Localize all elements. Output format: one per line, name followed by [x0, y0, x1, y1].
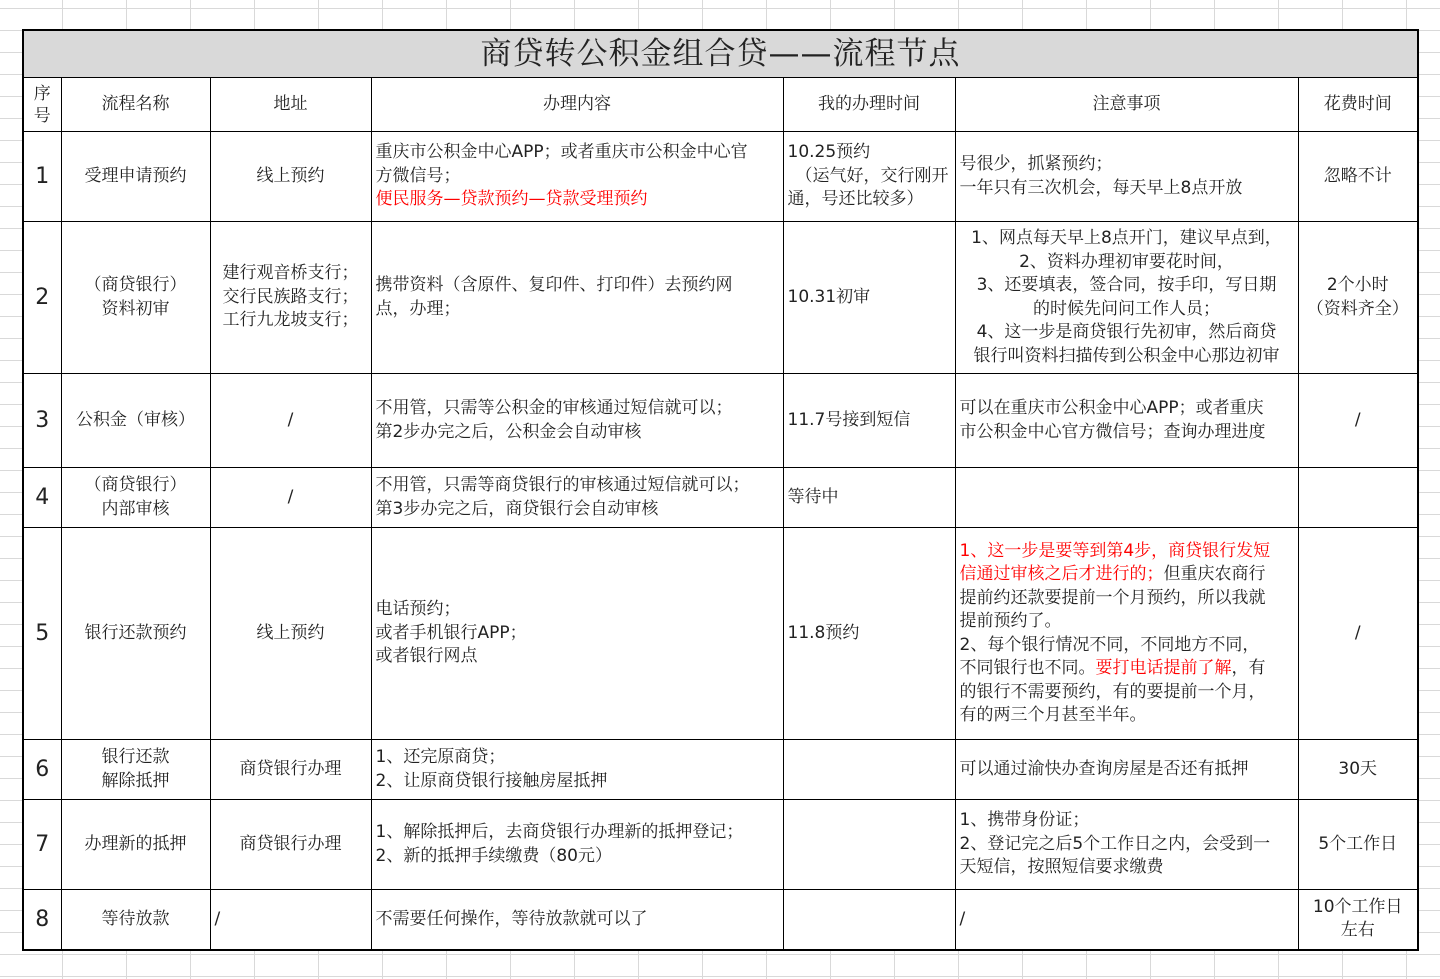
notes-segment: 要打电话提前了解	[1095, 658, 1232, 678]
content-line: 重庆市公积金中心APP；或者重庆市公积金中心官	[375, 142, 748, 163]
notes-segment: 但重庆农商行	[1163, 564, 1266, 584]
table-row	[23, 468, 1418, 528]
table-row	[23, 528, 1418, 740]
notes-segment: 可以在重庆市公积金中心APP；或者重庆	[959, 398, 1264, 418]
notes-segment: 一年只有三次机会，每天早上8点开放	[959, 177, 1243, 198]
content-line: 1、还完原商贷；	[375, 747, 506, 767]
address-cell[interactable]	[210, 528, 371, 740]
address-cell[interactable]	[210, 222, 371, 374]
header-seq-line: 序	[33, 83, 51, 104]
cost-cell[interactable]	[1298, 132, 1418, 222]
address-line: 建行观音桥支行；	[222, 263, 359, 284]
content-cell[interactable]	[371, 528, 783, 740]
content-line: 电话预约；	[375, 599, 461, 620]
notes-segment: 不同银行也不同。	[959, 658, 1096, 678]
header-cell-cost[interactable]: 花费时间	[1298, 78, 1418, 132]
process-name-line: 资料初审	[101, 298, 170, 319]
process-name-line: 银行还款预约	[84, 622, 187, 643]
notes-segment: 提前预约了。	[959, 611, 1062, 631]
content-cell[interactable]	[371, 740, 783, 800]
cost-cell[interactable]	[1298, 374, 1418, 468]
address-line: 交行民族路支行；	[222, 286, 359, 307]
table-row	[23, 132, 1418, 222]
content-line: 第3步办完之后，商贷银行会自动审核	[375, 498, 659, 519]
process-name-line: 银行还款	[101, 747, 170, 767]
cost-cell[interactable]	[1298, 528, 1418, 740]
process-name-line: 公积金（审核）	[76, 409, 195, 430]
content-line: 便民服务—贷款预约—贷款受理预约	[375, 189, 648, 210]
notes-segment: 有的两三个月甚至半年。	[959, 705, 1147, 725]
my-time-cell[interactable]	[783, 374, 955, 468]
process-name-cell[interactable]	[61, 528, 210, 740]
notes-line	[960, 610, 1294, 634]
header-cell-notes[interactable]: 注意事项	[955, 78, 1298, 132]
notes-cell[interactable]	[955, 132, 1298, 222]
address-cell[interactable]	[210, 374, 371, 468]
address-line: 工行九龙坡支行；	[222, 310, 359, 331]
address-line: /	[214, 908, 221, 929]
notes-line	[960, 153, 1294, 177]
process-name-line: 内部审核	[101, 498, 170, 519]
process-name-cell[interactable]	[61, 740, 210, 800]
header-cell-my-time[interactable]: 我的办理时间	[783, 78, 955, 132]
notes-segment: 的银行不需要预约，有的要提前一个月，	[959, 681, 1266, 702]
cost-line: /	[1354, 622, 1361, 643]
cost-line: 30天	[1338, 758, 1378, 779]
notes-line	[960, 908, 1294, 932]
table-row	[23, 374, 1418, 468]
content-line: 方微信号；	[375, 165, 461, 186]
notes-segment: 4、这一步是商贷银行先初审，然后商贷	[976, 322, 1277, 342]
cost-cell[interactable]	[1298, 222, 1418, 374]
content-cell[interactable]	[371, 890, 783, 950]
my-time-line: 10.25预约	[787, 142, 871, 163]
row-number-cell[interactable]: 8	[23, 890, 61, 950]
address-line: /	[287, 486, 294, 507]
notes-line	[960, 540, 1294, 564]
row-number-cell[interactable]: 5	[23, 528, 61, 740]
notes-line	[960, 634, 1294, 658]
content-line: 不用管，只需等公积金的审核通过短信就可以；	[375, 398, 733, 418]
notes-line	[960, 758, 1294, 782]
table-row	[23, 222, 1418, 374]
content-line: 携带资料（含原件、复印件、打印件）去预约网	[375, 275, 733, 295]
notes-segment: 1、携带身份证；	[959, 810, 1090, 831]
content-line: 1、解除抵押后，去商贷银行办理新的抵押登记；	[375, 822, 744, 842]
notes-cell[interactable]	[955, 468, 1298, 528]
notes-segment: 信通过审核之后才进行的；	[959, 564, 1164, 584]
process-name-cell[interactable]	[61, 800, 210, 890]
notes-segment: 可以通过渝快办查询房屋是否还有抵押	[959, 758, 1249, 779]
notes-line	[960, 563, 1294, 587]
notes-line	[960, 587, 1294, 611]
cost-line: 左右	[1340, 920, 1375, 941]
my-time-cell[interactable]	[783, 800, 955, 890]
my-time-line: 11.7号接到短信	[787, 409, 911, 430]
process-name-line: 受理申请预约	[84, 165, 187, 186]
content-cell[interactable]	[371, 468, 783, 528]
cost-line: 忽略不计	[1323, 165, 1392, 186]
cost-line: /	[1354, 409, 1361, 430]
notes-line	[960, 833, 1294, 857]
title-row	[23, 30, 1418, 78]
address-line: 商贷银行办理	[239, 758, 342, 779]
content-line: 不需要任何操作，等待放款就可以了	[375, 908, 648, 929]
content-line: 2、新的抵押手续缴费（80元）	[375, 845, 612, 866]
notes-line	[960, 321, 1294, 345]
process-name-line: （商贷银行）	[84, 475, 187, 495]
cost-cell[interactable]	[1298, 890, 1418, 950]
notes-cell[interactable]	[955, 528, 1298, 740]
notes-line	[960, 177, 1294, 201]
header-cell-address[interactable]: 地址	[210, 78, 371, 132]
notes-cell[interactable]	[955, 222, 1298, 374]
process-name-cell[interactable]	[61, 468, 210, 528]
my-time-cell[interactable]	[783, 468, 955, 528]
notes-segment: 1、这一步是要等到第4步，商贷银行发短	[959, 540, 1271, 561]
row-number-cell[interactable]: 2	[23, 222, 61, 374]
notes-line	[960, 704, 1294, 728]
cost-line: 5个工作日	[1318, 833, 1398, 854]
address-cell[interactable]	[210, 468, 371, 528]
notes-segment: ，有	[1231, 658, 1266, 678]
address-line: 线上预约	[256, 165, 325, 186]
header-seq-line: 号	[33, 105, 51, 126]
my-time-cell[interactable]	[783, 132, 955, 222]
notes-segment: 1、网点每天早上8点开门，建议早点到，	[971, 228, 1282, 248]
notes-line	[960, 809, 1294, 833]
address-cell[interactable]	[210, 132, 371, 222]
row-number-cell[interactable]: 1	[23, 132, 61, 222]
cost-cell[interactable]	[1298, 800, 1418, 890]
table-row	[23, 890, 1418, 950]
notes-cell[interactable]	[955, 374, 1298, 468]
notes-cell[interactable]	[955, 890, 1298, 950]
process-name-line: 办理新的抵押	[84, 833, 187, 854]
notes-segment: 市公积金中心官方微信号；查询办理进度	[959, 421, 1266, 442]
cost-line: （资料齐全）	[1306, 298, 1409, 319]
row-number-cell[interactable]: 7	[23, 800, 61, 890]
notes-line	[960, 856, 1294, 880]
my-time-line: （运气好，交行刚开	[795, 165, 949, 186]
address-line: 线上预约	[256, 622, 325, 643]
notes-segment: 银行叫资料扫描传到公积金中心那边初审	[973, 345, 1280, 366]
notes-segment: 2、登记完之后5个工作日之内，会受到一	[959, 833, 1271, 854]
cost-cell[interactable]	[1298, 740, 1418, 800]
notes-line	[960, 397, 1294, 421]
notes-cell[interactable]	[955, 740, 1298, 800]
header-cell-name[interactable]: 流程名称	[61, 78, 210, 132]
process-name-line: （商贷银行）	[84, 275, 187, 295]
notes-segment: 天短信，按照短信要求缴费	[959, 857, 1164, 878]
address-line: /	[287, 409, 294, 430]
notes-segment: 号很少，抓紧预约；	[959, 154, 1113, 174]
process-name-cell[interactable]	[61, 132, 210, 222]
notes-line	[960, 345, 1294, 369]
my-time-line: 11.8预约	[787, 622, 860, 643]
notes-line	[960, 227, 1294, 251]
notes-segment: /	[959, 908, 966, 929]
row-number-cell[interactable]: 3	[23, 374, 61, 468]
content-cell[interactable]	[371, 800, 783, 890]
notes-segment: 3、还要填表，签合同，按手印，写日期	[976, 275, 1277, 295]
process-name-cell[interactable]	[61, 222, 210, 374]
content-line: 第2步办完之后，公积金会自动审核	[375, 421, 642, 442]
notes-segment: 提前约还款要提前一个月预约，所以我就	[959, 587, 1266, 608]
content-line: 2、让原商贷银行接触房屋抵押	[375, 770, 608, 791]
process-table	[22, 29, 1419, 951]
header-row	[23, 78, 1418, 132]
content-cell[interactable]	[371, 132, 783, 222]
cost-line: 10个工作日	[1312, 896, 1403, 917]
header-cell-seq[interactable]	[23, 78, 61, 132]
row-number-cell[interactable]: 4	[23, 468, 61, 528]
table-row	[23, 740, 1418, 800]
cost-cell[interactable]	[1298, 468, 1418, 528]
row-number-cell[interactable]: 6	[23, 740, 61, 800]
notes-segment: 2、资料办理初审要花时间，	[1019, 251, 1234, 272]
content-line: 或者手机银行APP；	[375, 622, 527, 643]
notes-segment: 的时候先问问工作人员；	[1033, 298, 1220, 319]
sheet-title[interactable]: 商贷转公积金组合贷——流程节点	[23, 30, 1418, 78]
my-time-line: 通，号还比较多）	[787, 189, 924, 210]
address-cell[interactable]	[210, 740, 371, 800]
notes-line	[960, 421, 1294, 445]
my-time-line: 等待中	[787, 486, 839, 507]
content-line: 或者银行网点	[375, 646, 478, 667]
cost-line: 2个小时	[1326, 275, 1389, 295]
header-cell-content[interactable]: 办理内容	[371, 78, 783, 132]
process-name-line: 等待放款	[101, 908, 170, 929]
address-cell[interactable]	[210, 800, 371, 890]
process-name-cell[interactable]	[61, 374, 210, 468]
content-line: 不用管，只需等商贷银行的审核通过短信就可以；	[375, 475, 750, 495]
process-name-cell[interactable]	[61, 890, 210, 950]
notes-cell[interactable]	[955, 800, 1298, 890]
notes-segment: 2、每个银行情况不同，不同地方不同，	[959, 634, 1260, 655]
my-time-cell[interactable]	[783, 528, 955, 740]
my-time-cell[interactable]	[783, 222, 955, 374]
notes-line	[960, 657, 1294, 681]
content-line: 点，办理；	[375, 298, 461, 319]
table-row	[23, 800, 1418, 890]
my-time-line: 10.31初审	[787, 286, 871, 307]
address-line: 商贷银行办理	[239, 833, 342, 854]
my-time-cell[interactable]	[783, 740, 955, 800]
address-cell[interactable]	[210, 890, 371, 950]
process-name-line: 解除抵押	[101, 770, 170, 791]
content-cell[interactable]	[371, 222, 783, 374]
content-cell[interactable]	[371, 374, 783, 468]
notes-line	[960, 298, 1294, 322]
my-time-cell[interactable]	[783, 890, 955, 950]
notes-line	[960, 251, 1294, 275]
notes-line	[960, 681, 1294, 705]
notes-line	[960, 274, 1294, 298]
